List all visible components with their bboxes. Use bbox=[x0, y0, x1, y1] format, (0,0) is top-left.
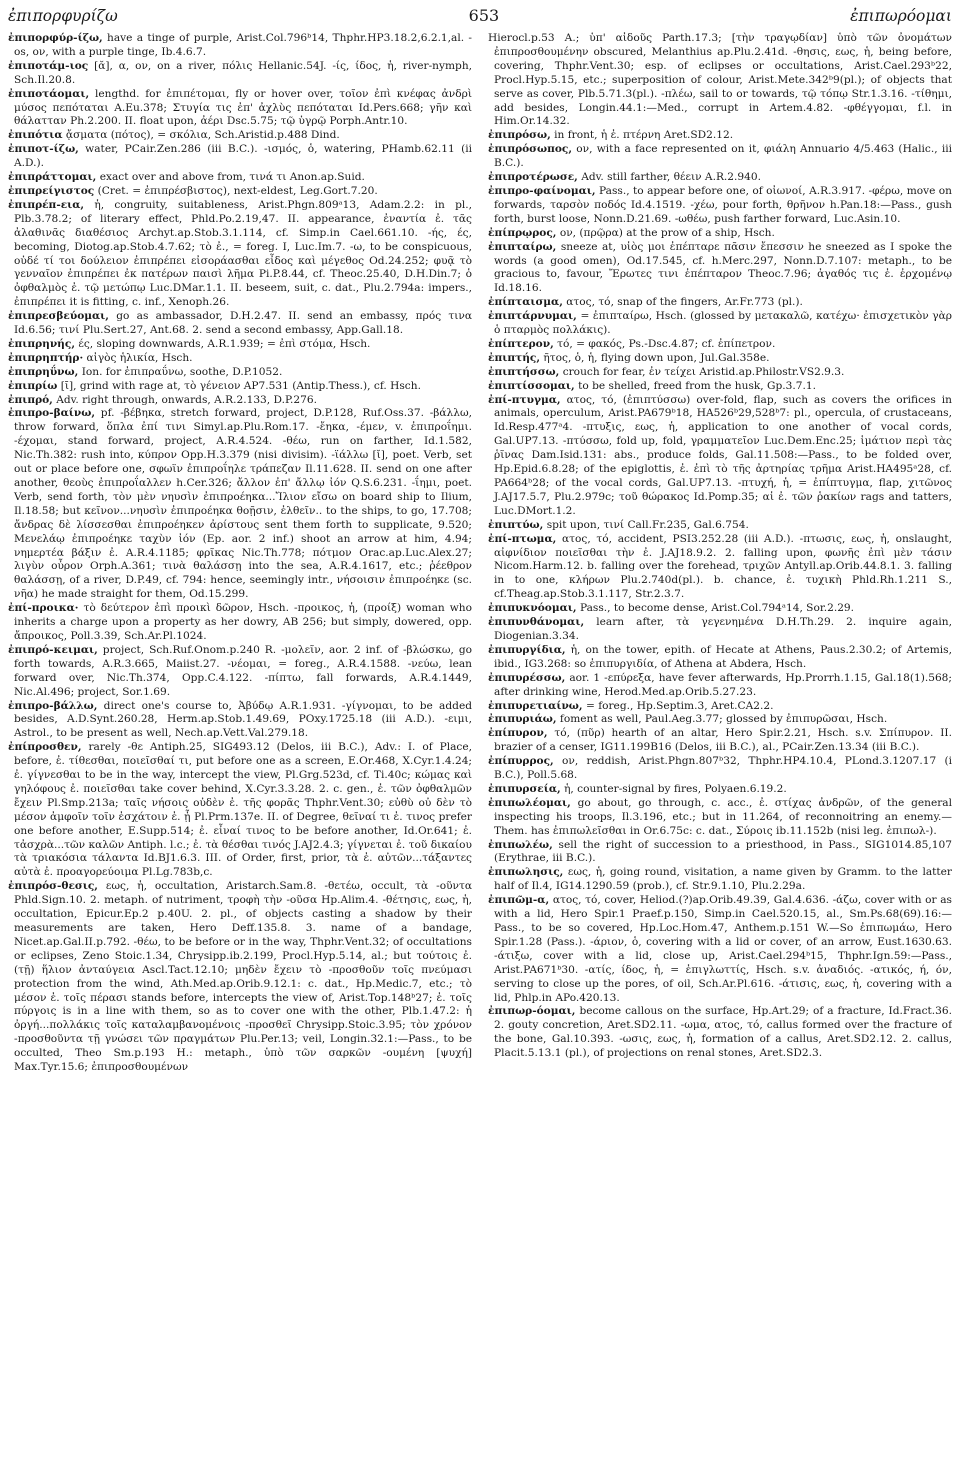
entry-lemma: ἐπιπροτέρωσε, bbox=[488, 171, 578, 184]
dictionary-entry bbox=[8, 129, 472, 143]
dictionary-entry bbox=[488, 394, 952, 519]
entry-lemma: ἐπιπταίρω, bbox=[488, 240, 557, 253]
dictionary-entry bbox=[8, 352, 472, 366]
entry-text: = foreg., Hp.Septim.3, Aret.CA2.2. bbox=[585, 699, 774, 712]
dictionary-entry bbox=[488, 380, 952, 394]
entry-lemma: ἐπιπότια bbox=[8, 129, 63, 142]
entry-lemma: ἐπιπωλέομαι, bbox=[488, 796, 571, 809]
dictionary-entry bbox=[8, 880, 472, 1075]
dictionary-entry bbox=[488, 783, 952, 797]
entry-text: ατος, τό, accident, PSI3.252.28 (iii A.D.). -πτωσις, εως, ἡ, onslaught, αἰφνίδιον ποιεῖσθαι τὴν ἐ. J.AJ18.9.2. 2. falling upon, φωνῆς ἐπὶ μὲν τάσιν Nicom.Harm.12. b. falling over the forehead, τριχῶν Antyll.ap.Orib.44.8.1. 3. falling in to one, κλήρων Plu.2.740d(pl.). b. chance, ἐ. τυχικὴ Phld.Rh.1.211 S., cf.Theag.ap.Stob.3.1.117, Str.2.3.7. bbox=[494, 532, 952, 601]
entry-text: crouch for fear, ἐν τείχει Aristid.ap.Philostr.VS2.9.3. bbox=[562, 365, 845, 378]
entry-text: become callous on the surface, Hp.Art.29; of a fracture, Id.Fract.36. 2. gouty concretion, Aret.SD2.11. -ωμα, ατος, τό, callus formed over the fracture of the bone, Gal.10.393. -ωσις, εως, ἡ, formation of a callus, Aret.SD2.12. 2. callus, Placit.5.13.1 (pl.), of projections on renal stones, Aret.SD2.3. bbox=[494, 1005, 952, 1060]
dictionary-entry bbox=[8, 185, 472, 199]
dictionary-entry bbox=[488, 672, 952, 700]
dictionary-entry bbox=[488, 533, 952, 603]
entry-lemma: ἐπί-προικα· bbox=[8, 602, 79, 615]
entry-text: τὸ δεύτερον ἐπὶ προικὶ δῶρον, Hsch. -προικος, ἡ, (προίξ) woman who inherits a charge upon a property as her dowry, AB 256; but simply, dowered, opp. ἄπροικος, Poll.3.39, Sch.Ar.Pl.1024. bbox=[14, 602, 472, 642]
entry-text: Pass., to become dense, Arist.Col.794ᵃ14, Sor.2.29. bbox=[579, 602, 855, 615]
entry-lemma: ἐπιπυρετιαίνω, bbox=[488, 699, 583, 712]
entry-text: spit upon, τινί Call.Fr.235, Gal.6.754. bbox=[546, 518, 749, 531]
entry-text: learn after, τὰ γεγενημένα D.H.Th.29. 2. inquire again, Diogenian.3.34. bbox=[494, 616, 952, 642]
entry-lemma: ἐπιπράττομαι, bbox=[8, 171, 97, 184]
entry-lemma: ἐπίπταισμα, bbox=[488, 296, 563, 309]
entry-text: Ion. for ἐπιπραΰνω, soothe, D.P.1052. bbox=[81, 365, 283, 378]
entry-text: exact over and above from, τινά τι Anon.ap.Suid. bbox=[99, 171, 365, 184]
entry-lemma: ἐπιποτ-ίζω, bbox=[8, 143, 79, 156]
dictionary-entry bbox=[8, 310, 472, 338]
dictionary-entry bbox=[8, 338, 472, 352]
entry-lemma: ἐπιπτίσσομαι, bbox=[488, 379, 575, 392]
entry-text: lengthd. for ἐπιπέτομαι, fly or hover over, τοῖον ἐπὶ κνέφας ἀνδρὶ μύσος πεπόταται A.Eu.378; Στυγία τις ἐπ' ἀχλὺς πεπόταται Id.Pers.668; γῆν καὶ θάλατταν Ph.2.200. II. float upon, ἀέρι Dsc.5.75; τῷ ὑγρῷ Porph.Antr.10. bbox=[14, 87, 472, 128]
entry-text: [ᾰ], α, ον, on a river, πόλις Hellanic.54J. -ίς, ίδος, ἡ, river-nymph, Sch.Il.20.8. bbox=[14, 59, 472, 86]
entry-text: εως, ἡ, occultation, Aristarch.Sam.8. -θετέω, occult, τὰ -οῦντα Phld.Sign.10. 2. metaph. of nutriment, τροφὴ τὴν -οῦσα Hp.Alim.4. -θέτησις, εως, ἡ, occultation, Epicur.Ep.2 p.40U. 2. pl., of objects casting a shadow by their measurements are taken, Hero Deff.135.8. 3. name of a bandage, Nicet.ap.Gal.II.p.792. -θέω, to be before or in the way, Thphr.Vent.32; of occultations or eclipses, Zeno Stoic.1.34, Chrysipp.ib.2.199, Procl.Hyp.5.14, al.; but τούτοις ἐ. (τῇ) ἥλιον ἀνταύγεια Ascl.Tact.12.10; μηδὲν ἔχειν τὸ -προσθοῦν τοῖς πνεύμασι protection from the wind, Ath.Med.ap.Orib.9.12.1: c. dat., Hp.Medic.7, etc.; τὸ μέσον ἐ. τοῖς πέρασι stands before, intercepts the view of, Arist.Top.148ᵇ27; ἐ. τοῖς πύργοις is in a line with them, so as to cover one with the other, Plb.1.47.2: ἡ ὀργή...πολλάκις τοῖς καταλαμβανομένοις -προσθεῖ Chrysipp.Stoic.3.95; τὸν χρόνον -προσθοῦντα τῇ γνώσει τῶν πραγμάτων Plu.Per.13; veil, Longin.32.1:—Pass., to be occulted, Theo Sm.p.193 H.: metaph., ὑπὸ τῶν σαρκῶν -ουμένη [ψυχή] Max.Tyr.15.6; ἐπιπροσθουμένων bbox=[14, 880, 472, 1074]
entry-lemma: ἐπιπωλησις, bbox=[488, 866, 564, 879]
entry-lemma: ἐπιπρο-φαίνομαι, bbox=[488, 184, 596, 197]
entry-lemma: ἐπίπτερον, bbox=[488, 337, 554, 350]
entry-text: [ῑ], grind with rage at, τὸ γένειον AP7.531 (Antip.Thess.), cf. Hsch. bbox=[60, 379, 421, 392]
entry-lemma: ἐπιπρίω bbox=[8, 379, 58, 392]
dictionary-entry bbox=[488, 352, 952, 366]
dictionary-entry bbox=[488, 866, 952, 894]
entry-lemma: ἐπιπωρ-όομαι, bbox=[488, 1005, 576, 1018]
dictionary-entry bbox=[488, 241, 952, 297]
entry-lemma: ἐπιπρόσω, bbox=[488, 129, 551, 142]
dictionary-entry bbox=[488, 616, 952, 644]
entry-text: ἡ, congruity, suitableness, Arist.Phgn.809ᵃ13, Adam.2.2: in pl., Plb.3.78.2; of literary effect, Phld.Po.2.19,47. II. appearance, ἐναντία ἐ. τᾶς ἀλαθινᾶς διαθέσιος Archyt.ap.Stob.3.1.114, cf. Simp.in Cael.661.10. -ής, ές, becoming, Diotog.ap.Stob.4.7.62; τὸ ἐ., = foreg. I, Luc.Im.7. -ω, to be conspicuous, οὐδέ τί τοι δούλειον ἐπιπρέπει εἰσοράασθαι εἶδος καὶ μέγεθος Od.24.252; φυᾷ τὸ γενναῖον ἐπιπρέπει ἐκ πατέρων παισὶ λῆμα Pi.P.8.44, cf. Theoc.25.40, D.H.Din.7; ὁ ὀφθαλμὸς ἐ. τῷ μετώπῳ Luc.DMar.1.1. II. beseem, suit, c. dat., Plu.2.794a: impers., ἐπιπρέπει it is fitting, c. inf., Xenoph.26. bbox=[14, 198, 472, 309]
entry-text: ἡ, counter-signal by fires, Polyaen.6.19.2. bbox=[564, 782, 787, 795]
dictionary-entry bbox=[8, 88, 472, 130]
entry-text: αἰγὸς ἡλικία, Hsch. bbox=[86, 351, 193, 364]
entry-text: τό, = φακός, Ps.-Dsc.4.87; cf. ἐπίπετρον. bbox=[557, 337, 776, 350]
running-head-left: ἐπιπορφυρίζω bbox=[8, 7, 118, 25]
dictionary-entry bbox=[8, 394, 472, 408]
columns bbox=[8, 32, 952, 1468]
dictionary-entry bbox=[8, 366, 472, 380]
entry-lemma: ἐπιπορφύρ-ίζω, bbox=[8, 32, 103, 44]
entry-text: ᾄσματα (πότος), = σκόλια, Sch.Aristid.p.488 Dind. bbox=[65, 129, 340, 142]
entry-lemma: ἐπιπυρσεία, bbox=[488, 782, 561, 795]
entry-lemma: ἐπιπυριάω, bbox=[488, 713, 557, 726]
entry-text: sneeze at, υἱὸς μοι ἐπέπταρε πᾶσιν ἔπεσσιν he sneezed as I spoke the words (a good omen), Od.17.545, cf. h.Merc.297, Nonn.D.7.107: metaph., to be gracious to, favour, Ἔρωτες τινι ἐπέπταρον Theoc.7.96; ἀγαθός τις ἐ. ἐρχομένῳ Id.18.16. bbox=[494, 240, 952, 295]
entry-text: have a tinge of purple, Arist.Col.796ᵇ14, Thphr.HP3.18.2,6.2.1,al. -os, ον, with a purple tinge, Ib.4.6.7. bbox=[14, 32, 472, 58]
entry-lemma: ἐπιπτήσσω, bbox=[488, 365, 560, 378]
dictionary-entry bbox=[488, 32, 952, 129]
dictionary-entry bbox=[488, 644, 952, 672]
entry-text: sell the right of succession to a priesthood, in Pass., SIG1014.85,107 (Erythrae, iii B.C.). bbox=[494, 838, 952, 865]
entry-text: water, PCair.Zen.286 (iii B.C.). -ισμός, ὁ, watering, PHamb.62.11 (ii A.D.). bbox=[14, 143, 472, 170]
running-head bbox=[8, 6, 952, 32]
entry-lemma: ἐπιπρο-βάλλω, bbox=[8, 699, 98, 712]
entry-text: ον, with a face represented on it, φιάλη Annuario 4/5.463 (Halic., iii B.C.). bbox=[494, 143, 952, 170]
dictionary-entry bbox=[8, 380, 472, 394]
entry-lemma: ἐπιποτάομαι, bbox=[8, 87, 90, 100]
entry-lemma: ἐπιπρό-κειμαι, bbox=[8, 643, 98, 656]
dictionary-entry bbox=[8, 700, 472, 742]
dictionary-entry bbox=[488, 366, 952, 380]
dictionary-entry bbox=[488, 171, 952, 185]
dictionary-entry bbox=[8, 602, 472, 644]
dictionary-entry bbox=[8, 171, 472, 185]
entry-lemma: ἐπιποτάμ-ιος bbox=[8, 59, 89, 72]
entry-lemma: ἐπίπροσθεν, bbox=[8, 741, 82, 754]
entry-lemma: ἐπιπρόσωπος, bbox=[488, 143, 573, 156]
entry-lemma: ἐπί-πτωμα, bbox=[488, 532, 557, 545]
entry-text: to be shelled, freed from the husk, Gp.3.7.1. bbox=[578, 379, 816, 392]
running-head-right: ἐπιπωρόομαι bbox=[850, 7, 952, 25]
entry-lemma: ἐπιπυκνόομαι, bbox=[488, 602, 577, 615]
right-column bbox=[488, 32, 952, 1468]
dictionary-entry bbox=[488, 143, 952, 171]
entry-lemma: ἐπιπυργίδια, bbox=[488, 643, 566, 656]
dictionary-entry bbox=[8, 741, 472, 880]
entry-lemma: ἐπιπωλέω, bbox=[488, 838, 553, 851]
entry-text: εως, ἡ, going round, visitation, a name given by Gramm. to the latter half of Il.4, IG14.1290.59 (prob.), cf. Str.9.1.10, Plu.2.29a. bbox=[494, 866, 952, 893]
entry-text: Adv. still farther, θέειν A.R.2.940. bbox=[581, 171, 761, 184]
entry-text: pf. -βέβηκα, stretch forward, project, D.P.128, Ruf.Oss.37. -βάλλω, throw forward, ὅπλα ἐπί τινι Simyl.ap.Plu.Rom.17. -ἔηκα, -έμεν, v. ἐπιπροΐημι. -έχομαι, stand forward, project, A.R.4.524. -θέω, run on farther, Id.1.582, Nic.Th.382: rush into, κύπρον Opp.H.3.379 (nisi divisim). -ϊάλλω [ῐ], poet. Verb, set out or place before one, σφωϊν ἐπιπροΐηλε τράπεζαν Il.11.628. II. send on one after another, θεοὺς ἐπιπροΐαλλεν h.Cer.326; ἄλλον ἐπ' ἄλλῳ ἰόν Q.S.6.231. -ΐημι, poet. Verb, send forth, τὸν μὲν νηυσὶν ἐπιπροέηκα...Ἴλιον εἴσω on board ship to Ilium, Il.18.58; but κεῖνον...νηυσὶν ἐπιπροέηκα θοῇσιν, ἐλθεῖν.. to the ships, to go, 17.708; ἄνδρας δὲ λίσσεσθαι ἐπιπροέηκεν ἀρίστους sent them forth to supplicate, 9.520; Μενελάῳ ἐπιπροέηκε ταχὺν ἰόν (Ep. aor. 2 inf.) shoot an arrow at him, 4.94; νημερτέα βάξιν ἐ. A.R.4.1185; φρῖκας Nic.Th.778; πότμον Orac.ap.Luc.Alex.27; λιγὺν οὖρον Orph.A.361; τινὰ θαλάσσῃ into the sea, A.R.4.1617, etc.; ῥέεθρον θαλάσσῃ, of a river, D.P.49, cf. 794: hence, seemingly intr., νήσοισιν ἐπιπροέηκε (sc. νῆα) he made straight for them, Od.15.299. bbox=[14, 407, 472, 601]
entry-lemma: ἐπίπρῳρος, bbox=[488, 226, 557, 239]
dictionary-entry bbox=[488, 839, 952, 867]
entry-text: go as ambassador, D.H.2.47. II. send an embassy, πρός τινα Id.6.56; τινί Plu.Sert.27, Ant.68. 2. send a second embassy, App.Gall.18. bbox=[14, 310, 472, 337]
dictionary-entry bbox=[488, 310, 952, 338]
entry-lemma: ἐπιπρο-βαίνω, bbox=[8, 407, 96, 420]
entry-text: ἡ, on the tower, epith. of Hecate at Athens, Paus.2.30.2; of Artemis, ibid., IG3.268: so ἐπιπυργιδία, of Athena at Abdera, Hsch. bbox=[494, 643, 952, 670]
entry-lemma: ἐπί-πτυγμα, bbox=[488, 393, 561, 406]
entry-text: Pass., to appear before one, of οἰωνοί, A.R.3.917. -φέρω, move on forwards, ταρσὸν ποδός Id.4.1519. -χέω, pour forth, θρῆνον h.Pan.18:—Pass., gush forth, burst loose, Nonn.D.21.69. -ωθέω, push farther forward, Luc.Asin.10. bbox=[494, 184, 952, 225]
entry-text: project, Sch.Ruf.Onom.p.240 R. -μολεῖν, aor. 2 inf. of -βλώσκω, go forth towards, A.R.3.665, Maiist.27. -νέομαι, = foreg., A.R.4.1588. -νεύω, lean forward over, Nic.Th.374, Opp.C.4.122. -πίπτω, fall forwards, A.R.4.1449, Nic.Al.496; project, Sor.1.69. bbox=[14, 643, 472, 698]
entry-lemma: ἐπιπτής, bbox=[488, 351, 541, 364]
entry-lemma: ἐπιπρηπτήρ· bbox=[8, 351, 84, 364]
entry-lemma: ἐπιπρείγιστος bbox=[8, 184, 95, 197]
dictionary-entry bbox=[488, 894, 952, 1005]
entry-text: τό, (πῦρ) hearth of an altar, Hero Spir.2.21, Hsch. s.v. Σπίπυρον. II. brazier of a censer, IG11.199B16 (Delos, iii B.C.), al., PCair.Zen.13.34 (iii B.C.). bbox=[494, 727, 952, 754]
entry-text: ον, (πρῷρα) at the prow of a ship, Hsch. bbox=[559, 226, 775, 239]
dictionary-entry bbox=[488, 755, 952, 783]
dictionary-entry bbox=[8, 644, 472, 700]
dictionary-entry bbox=[488, 700, 952, 714]
entry-lemma: ἐπιπῶμ-α, bbox=[488, 894, 550, 907]
entry-text: in front, ἡ ἐ. πτέρνη Aret.SD2.12. bbox=[554, 129, 734, 142]
entry-lemma: ἐπιπρό, bbox=[8, 393, 53, 406]
entry-lemma: ἐπιπυρέσσω, bbox=[488, 671, 566, 684]
entry-lemma: ἐπιπρηΰνω, bbox=[8, 365, 79, 378]
entry-text: foment as well, Paul.Aeg.3.77; glossed by ἐπιπυρῶσαι, Hsch. bbox=[559, 713, 888, 726]
entry-text: direct one's course to, Ἀβύδῳ A.R.1.931. -γίγνομαι, to be added besides, A.D.Synt.260.28, Herm.ap.Stob.1.49.69, POxy.1725.18 (iii A.D.). -ειμι, Astrol., to be present as well, Nech.ap.Vett.Val.279.18. bbox=[14, 699, 472, 740]
entry-lemma: ἐπιπρόσ-θεσις, bbox=[8, 880, 98, 893]
dictionary-entry bbox=[488, 185, 952, 227]
entry-text: ον, reddish, Arist.Phgn.807ᵇ32, Thphr.HP4.10.4, PLond.3.1207.17 (i B.C.), Poll.5.68. bbox=[494, 755, 952, 782]
dictionary-entry bbox=[488, 727, 952, 755]
entry-text: go about, go through, c. acc., ἐ. στίχας ἀνδρῶν, of the general inspecting his troops, Il.3.196, etc.; but in 11.264, of reconnoitring an enemy.—Them. has ἐπιπωλεῖσθαι in Or.6.75c: c. dat., Σύροις ib.11.152b (nisi leg. ἐπιπωλ-). bbox=[494, 796, 952, 837]
entry-text: ές, sloping downwards, A.R.1.939; = ἐπὶ στόμα, Hsch. bbox=[78, 337, 371, 350]
dictionary-entry bbox=[488, 296, 952, 310]
dictionary-entry bbox=[8, 60, 472, 88]
dictionary-entry bbox=[488, 797, 952, 839]
entry-text: ατος, τό, (ἐπιπτύσσω) over-fold, flap, such as covers the orifices in animals, operculum, Arist.PA679ᵇ18, HA526ᵇ29,528ᵇ7: pl., opercula, of crustaceans, Id.Resp.477ᵃ4. -πτυξις, εως, ἡ, application to one another of vocal cords, Gal.UP7.13. -πτύσσω, fold up, fold, γραμματεῖον Luc.Dem.Enc.25; ἱμάτιον περὶ τὰς ῥῖνας Dam.Isid.131: abs., produce folds, Gal.11.508:—Pass., to be folded over, Hp.Epid.6.8.28; of the epiglottis, ἐ. ἐπὶ τὸ τῆς ἀρτηρίας τρῆμα Arist.HA495ᵃ28, cf. PA664ᵇ28; of the vocal cords, Gal.UP7.13. -πτυχή, ἡ, = ἐπίπτυγμα, flap, χιτῶνος J.AJ17.5.7, Plu.2.979c; τοῦ θώρακος Id.Pomp.35; αἱ ἐ. τῶν ῥακίων rags and tatters, Luc.DMort.1.2. bbox=[494, 393, 952, 517]
dictionary-entry bbox=[8, 199, 472, 310]
entry-text: aor. 1 -επύρεξα, have fever afterwards, Hp.Prorrh.1.15, Gal.18(1).568; after drinking wine, Herod.Med.ap.Orib.5.27.23. bbox=[494, 671, 952, 698]
left-column bbox=[8, 32, 472, 1468]
entry-text: Hierocl.p.53 A.; ὑπ' αἰδοῦς Parth.17.3; [τὴν τραγῳδίαν] ὑπὸ τῶν ὀνομάτων ἐπιπροσθουμένην obscured, Melanthius ap.Plu.2.41d. -θησις, εως, ἡ, being before, covering, Thphr.Vent.30; esp. of eclipses or occultations, Arist.Cael.293ᵇ22, Procl.Hyp.5.15, etc.; superposition of colour, Arist.Mete.342ᵇ9(pl.); of objects that serve as cover, Plb.5.71.3(pl.). -πλέω, sail to or towards, τῷ τόπῳ Str.1.3.16. -τίθημι, add besides, Longin.44.1:—Med., corrupt in Artem.4.82. -φθέγγομαι, f.l. in Him.Or.14.32. bbox=[488, 32, 952, 128]
dictionary-entry bbox=[488, 338, 952, 352]
dictionary-entry bbox=[488, 129, 952, 143]
entry-lemma: ἐπιπρηνής, bbox=[8, 337, 76, 350]
dictionary-entry bbox=[8, 407, 472, 602]
entry-lemma: ἐπιπρέπ-εια, bbox=[8, 198, 85, 211]
entry-lemma: ἐπιπτύω, bbox=[488, 518, 544, 531]
entry-text: Adv. right through, onwards, A.R.2.133, D.P.276. bbox=[56, 393, 317, 406]
dictionary-entry bbox=[488, 519, 952, 533]
entry-text: ατος, τό, snap of the fingers, Ar.Fr.773 (pl.). bbox=[566, 296, 803, 309]
entry-lemma: ἐπιπτάρνυμαι, bbox=[488, 310, 577, 323]
dictionary-entry bbox=[488, 227, 952, 241]
entry-text: (Cret. = ἐπιπρέσβιστος), next-eldest, Leg.Gort.7.20. bbox=[97, 184, 378, 197]
entry-lemma: ἐπίπυρρος, bbox=[488, 755, 554, 768]
dictionary-entry bbox=[488, 1005, 952, 1061]
entry-text: = ἐπιπταίρω, Hsch. (glossed by μετακαλῶ, κατέχω· ἐπισχετικὸν γὰρ ὁ πταρμὸς πολλάκις). bbox=[494, 310, 952, 337]
entry-lemma: ἐπιπυνθάνομαι, bbox=[488, 616, 585, 629]
dictionary-entry bbox=[488, 602, 952, 616]
entry-text: ῆτος, ὁ, ἡ, flying down upon, Jul.Gal.358e. bbox=[543, 351, 770, 364]
dictionary-entry bbox=[8, 32, 472, 60]
page-number: 653 bbox=[468, 6, 500, 25]
entry-lemma: ἐπιπρεσβεύομαι, bbox=[8, 310, 109, 323]
entry-text: ατος, τό, cover, Heliod.(?)ap.Orib.49.39, Gal.4.636. -άζω, cover with or as with a lid, Hero Spir.1 Praef.p.150, Simp.in Cael.520.15, al., Sm.Ps.68(69).16:—Pass., to be so covered, Hp.Loc.Hom.47, Anthem.p.151 W.—So ἐπιπωμάω, Hero Spir.1.28 (Pass.). -άριον, ὁ, covering with a lid or cover, of an arrow, Eust.1630.63. -άτιξω, cover with a lid, close up, Arist.Cael.294ᵇ15, Thphr.Ign.59:—Pass., Arist.PA671ᵇ30. -ατίς, ίδος, ἡ, = ἐπιγλωττίς, Hsch. s.v. ἀναδιός. -ατικός, ή, όν, serving to close up the pores, of oil, Sch.Ar.Pl.616. -άτισις, εως, ἡ, covering with a lid, Phlp.in APo.420.13. bbox=[494, 894, 952, 1004]
dictionary-entry bbox=[488, 713, 952, 727]
dictionary-entry bbox=[8, 143, 472, 171]
entry-text: rarely -θε Antiph.25, SIG493.12 (Delos, iii B.C.), Adv.: I. of Place, before, ἐ. τίθεσθαι, ποιεῖσθαί τι, put before one as a screen, E.Or.468, X.Cyr.1.4.24; ἐ. γίγνεσθαι to be in the way, intercept the view, Pl.Grg.523d, cf. Ti.40c; κώμας καὶ γηλόφους ἐ. ποιεῖσθαι take cover behind, X.Cyr.3.3.28. 2. c. gen., ἐ. τῶν ὀφθαλμῶν ἔχειν Pl.Smp.213a; ταῖς νήσοις οὐδὲν ἐ. τῆς φορᾶς Thphr.Vent.30; εὐθὺ οὐ δὲν τὸ μέσον ἀμφοῖν τοῖν ἐσχάτοιν ἐ. ᾖ Pl.Prm.137e. II. of Degree, θεῖναί τι ἐ. τινος prefer one before another, E.Supp.514; ἐ. εἶναί τινος to be before another, Id.Or.641; ἐ. τἀσχρὰ...τῶν καλῶν Antiph. l.c.; ἐ. τὰ θέσθαι τινός J.AJ2.4.3; γίγνεται ἐ. τοῦ δικαίου τὰ τριακόσια τάλαντα Id.BJ1.6.3. III. of Order, first, prior, τὰ ἐ. αὐτῶν...τάξαντες αὐτὰ ἐ. προαγορεύοιμα Pl.Lg.783b,c. bbox=[14, 741, 472, 879]
entry-lemma: ἐπίπυρον, bbox=[488, 727, 548, 740]
